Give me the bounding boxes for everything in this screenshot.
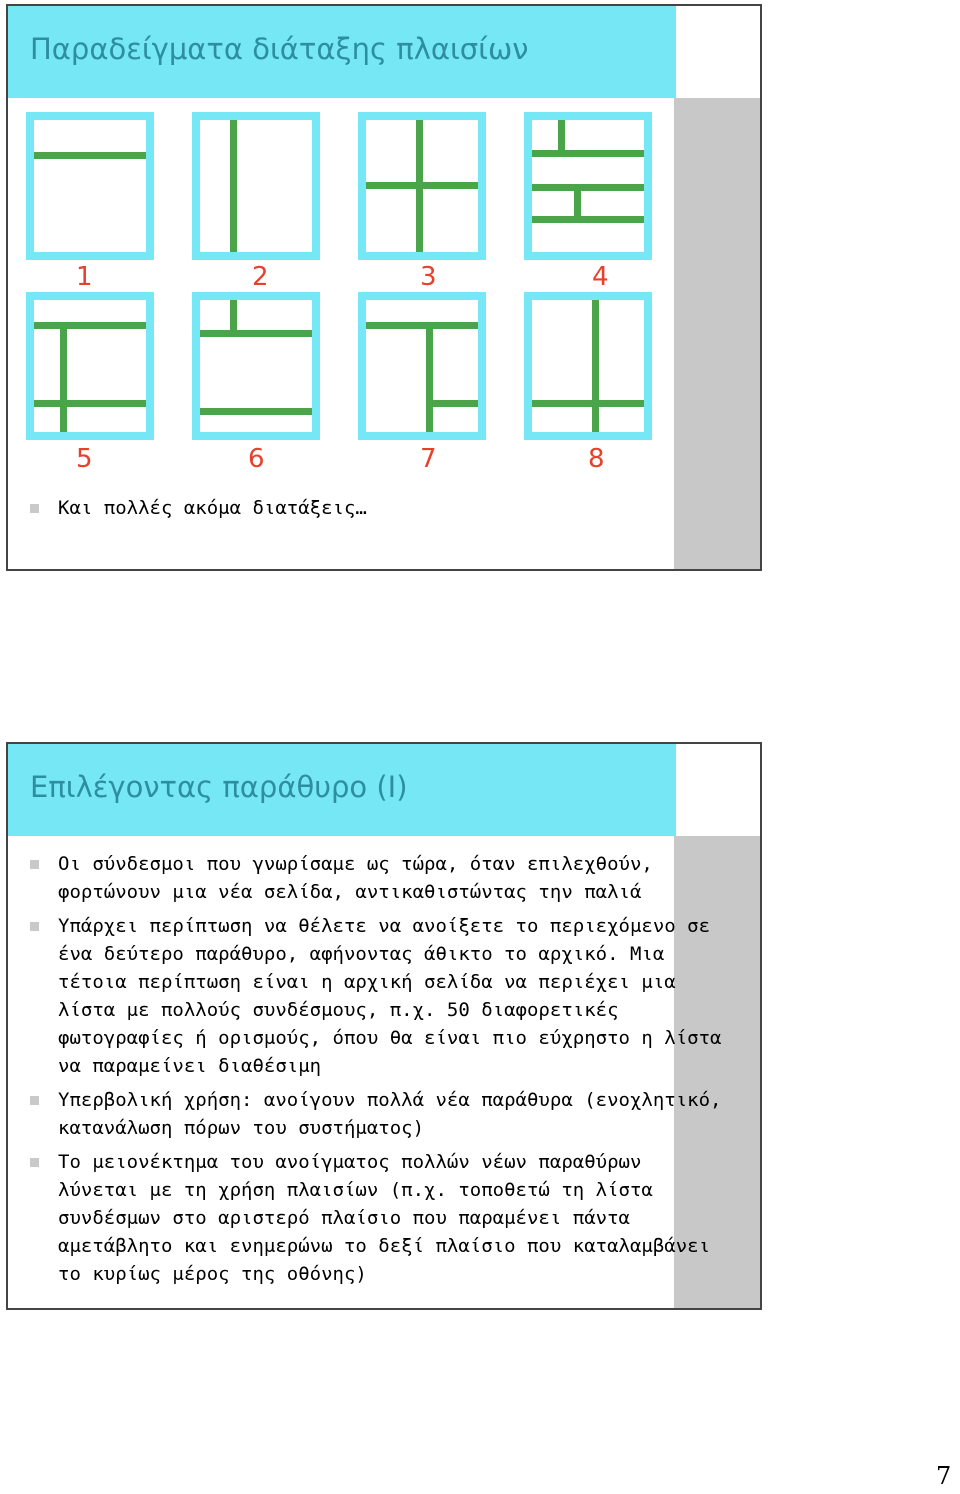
frame-divider [60,322,67,432]
frame-layout-1 [26,112,154,260]
bullet-text: Υπερβολική χρήση: ανοίγουν πολλά νέα παράθυρα (ενοχλητικό, κατανάλωση πόρων του συστήματος) [58,1089,722,1139]
frame-divider [532,184,644,191]
slide-title: Παραδείγματα διάταξης πλαισίων [30,32,529,66]
frame-divider [558,120,565,156]
page-number: 7 [936,1462,952,1490]
bullet-text: Υπάρχει περίπτωση να θέλετε να ανοίξετε το περιεχόμενο σε ένα δεύτερο παράθυρο, αφήνοντας άθικτο το αρχικό. Μια τέτοια περίπτωση είναι η αρχική σελίδα να περιέχει μια λίστα με πολλούς συνδέσμους, π.χ. 50 διαφορετικές φωτογραφίες ή ορισμούς, όπου θα είναι πιο εύχρηστο η λίστα να παραμείνει διαθέσιμη [58,915,722,1077]
bullet-list [28,494,668,522]
slide-title: Επιλέγοντας παράθυρο (Ι) [30,770,408,804]
bullet-square-icon [30,504,39,513]
slide-choosing-window [6,742,762,1310]
frame-number-5: 5 [76,444,93,474]
bullet-list [28,850,728,1294]
frame-divider [426,322,433,432]
frame-divider [34,152,146,159]
bullet-square-icon [30,922,39,931]
frame-layout-2 [192,112,320,260]
frame-layout-8 [524,292,652,440]
frame-divider [574,184,581,222]
frame-layout-examples [24,110,664,474]
bullet-text: Και πολλές ακόμα διατάξεις… [58,497,367,519]
frame-number-1: 1 [76,262,93,292]
frame-divider [426,400,478,407]
bullet-item [28,912,728,1080]
frame-divider [200,330,312,337]
frame-number-8: 8 [588,444,605,474]
frame-number-3: 3 [420,262,437,292]
bullet-text: Το μειονέκτημα του ανοίγματος πολλών νέων παραθύρων λύνεται με τη χρήση πλαισίων (π.χ. τοποθετώ τη λίστα συνδέσμων στο αριστερό πλαίσιο που παραμένει πάντα αμετάβλητο και ενημερώνω το δεξί πλαίσιο που καταλαμβάνει το κυρίως μέρος της οθόνης) [58,1151,711,1285]
frame-layout-5 [26,292,154,440]
frame-layout-3 [358,112,486,260]
frame-divider [366,182,478,189]
bullet-item [28,494,668,522]
frame-divider [532,400,644,407]
frame-layout-7 [358,292,486,440]
frame-divider [230,120,237,252]
bullet-square-icon [30,1158,39,1167]
frame-divider [592,300,599,432]
bullet-item [28,1148,728,1288]
frame-divider [200,408,312,415]
bullet-item [28,1086,728,1142]
frame-number-4: 4 [592,262,609,292]
frame-divider [34,322,146,329]
frame-number-7: 7 [420,444,437,474]
frame-layout-4 [524,112,652,260]
bullet-square-icon [30,860,39,869]
frame-divider [366,322,478,329]
frame-number-2: 2 [252,262,269,292]
frame-divider [230,300,237,332]
side-band [674,98,760,569]
frame-divider [532,216,644,223]
bullet-text: Οι σύνδεσμοι που γνωρίσαμε ως τώρα, όταν επιλεχθούν, φορτώνουν μια νέα σελίδα, αντικαθιστώντας την παλιά [58,853,653,903]
frame-number-6: 6 [248,444,265,474]
frame-layout-6 [192,292,320,440]
slide-frame-layouts [6,4,762,571]
frame-divider [34,400,146,407]
bullet-item [28,850,728,906]
bullet-square-icon [30,1096,39,1105]
frame-divider [532,150,644,157]
